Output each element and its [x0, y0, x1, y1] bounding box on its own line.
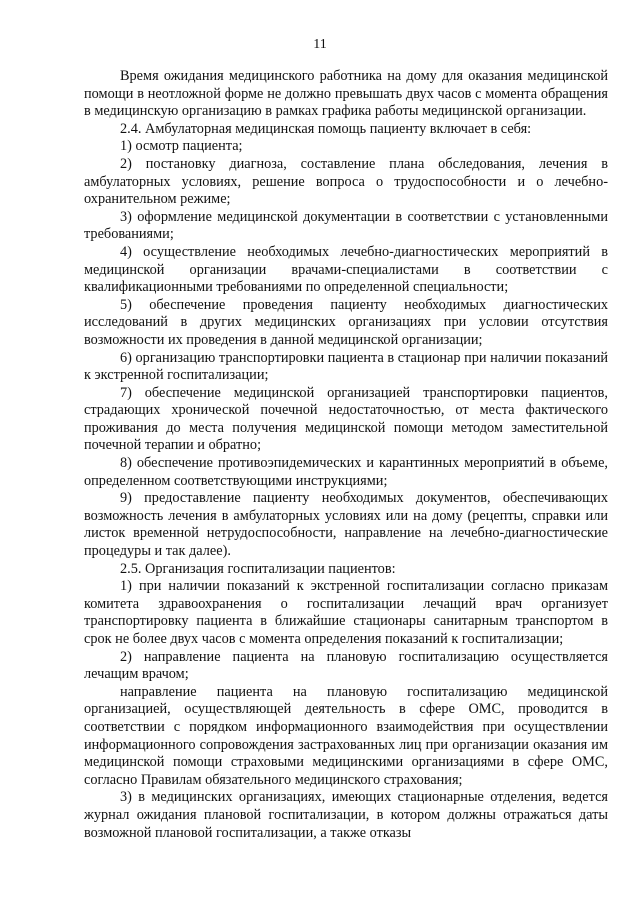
list-item: 4) осуществление необходимых лечебно-диагностических мероприятий в медицинской организации врачами-специалистами в соответствии с квалификационными требованиями по определенной специальности;	[84, 243, 608, 296]
list-item: 6) организацию транспортировки пациента в стационар при наличии показаний к экстренной госпитализации;	[84, 349, 608, 384]
list-item: 8) обеспечение противоэпидемических и карантинных мероприятий в объеме, определенном соответствующими инструкциями;	[84, 455, 608, 489]
list-item: 5) обеспечение проведения пациенту необходимых диагностических исследований в других медицинских организациях при условии отсутствия возможности их проведения в данной медицинской организации;	[84, 296, 608, 348]
page-number: 11	[313, 37, 327, 52]
list-item: 9) предоставление пациенту необходимых документов, обеспечивающих возможность лечения в амбулаторных условиях или на дому (рецепты, справки или листок временной нетрудоспособности, направление на лечебно-диагностические процедуры и так далее).	[84, 490, 608, 560]
section-heading-2-4: 2.4. Амбулаторная медицинская помощь пациенту включает в себя:	[120, 120, 532, 137]
list-item: 7) обеспечение медицинской организацией транспортировки пациентов, страдающих хронической почечной недостаточностью, от места фактического проживания до места получения медицинской помощи методом заместительной почечной терапии и обратно;	[84, 384, 608, 454]
list-item: 2) направление пациента на плановую госпитализацию осуществляется лечащим врачом;	[84, 648, 608, 683]
list-item: 1) при наличии показаний к экстренной госпитализации согласно приказам комитета здравоохранения о госпитализации лечащий врач организует транспортировку пациента в ближайшие стационары санитарным транспортом в срок не более двух часов с момента определения показаний к госпитализации;	[84, 578, 608, 647]
section-heading-2-5: 2.5. Организация госпитализации пациентов:	[120, 560, 396, 577]
paragraph-waiting-time: Время ожидания медицинского работника на дому для оказания медицинской помощи в неотложной форме не должно превышать двух часов с момента обращения в медицинскую организацию в рамках графика работы медицинской организации.	[84, 68, 608, 120]
paragraph-referral: направление пациента на плановую госпитализацию медицинской организацией, осуществляющей деятельность в сфере ОМС, проводится в соответствии с порядком информационного взаимодействия при осуществлении информационного сопровождения застрахованных лиц при организации оказания им медицинской помощи страховыми медицинскими организациями в сфере ОМС, согласно Правилам обязательного медицинского страхования;	[84, 683, 608, 788]
list-item: 2) постановку диагноза, составление плана обследования, лечения в амбулаторных условиях, решение вопроса о трудоспособности и о лечебно-охранительном режиме;	[84, 155, 608, 208]
document-body	[84, 68, 608, 842]
list-item: 3) оформление медицинской документации в соответствии с установленными требованиями;	[84, 208, 608, 243]
list-item: 1) осмотр пациента;	[120, 138, 243, 155]
list-item: 3) в медицинских организациях, имеющих стационарные отделения, ведется журнал ожидания плановой госпитализации, в котором должны отражаться даты возможной плановой госпитализации, а также отказы	[84, 789, 608, 841]
